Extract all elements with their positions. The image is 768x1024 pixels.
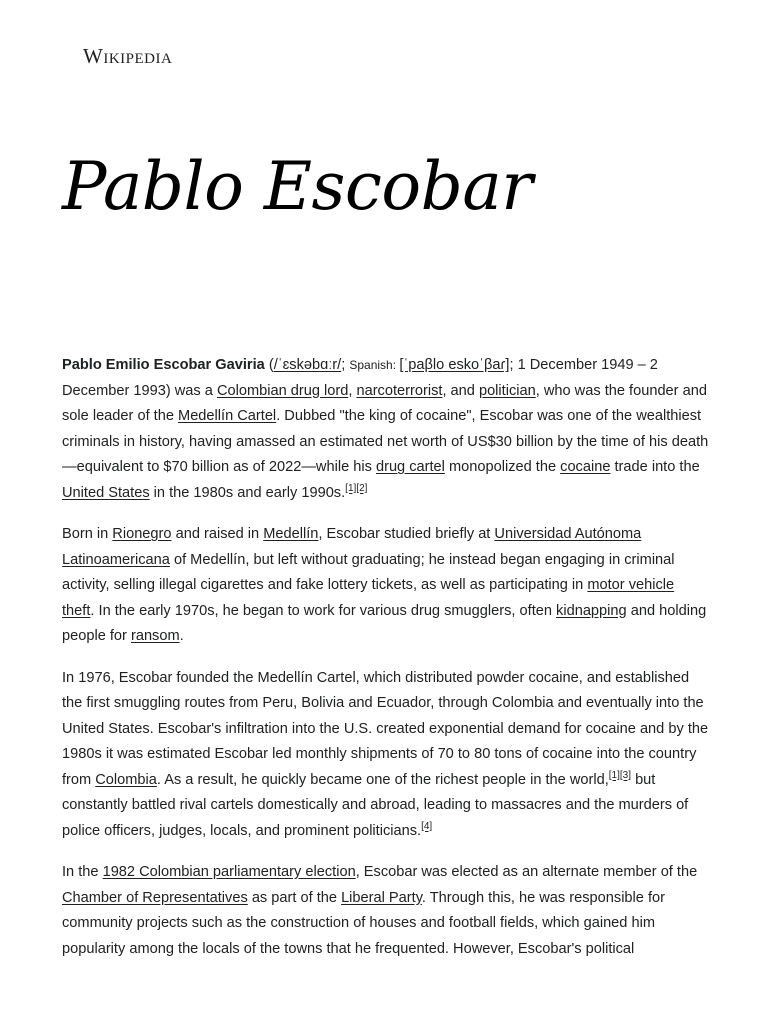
link-chamber-of-representatives[interactable]: Chamber of Representatives xyxy=(62,889,248,906)
link-colombian-drug-lord[interactable]: Colombian drug lord xyxy=(216,382,349,399)
link-politician[interactable]: politician xyxy=(478,382,536,399)
ipa-spanish-link[interactable]: [ˈpaβlo eskoˈβaɾ] xyxy=(399,357,510,373)
link-medellin-cartel[interactable]: Medellín Cartel xyxy=(178,408,277,424)
reference-link[interactable]: [2] xyxy=(356,482,368,494)
link-universidad-autonoma-latinoamericana[interactable]: Universidad Autónoma Latinoamericana xyxy=(62,526,642,568)
reference-link[interactable]: [3] xyxy=(619,769,632,781)
link-medellin[interactable]: Medellín xyxy=(263,526,319,542)
reference-link[interactable]: [4] xyxy=(421,820,433,832)
link-rionegro[interactable]: Rionegro xyxy=(112,526,172,542)
link-united-states[interactable]: United States xyxy=(62,484,150,501)
ipa-english-link[interactable]: /ˈɛskəbɑːr/ xyxy=(273,357,342,373)
link-motor-vehicle-theft[interactable]: motor vehicle theft xyxy=(62,577,675,619)
link-1982-colombian-parliamentary-election[interactable]: 1982 Colombian parliamentary election xyxy=(102,864,356,880)
page-title: Pablo Escobar xyxy=(62,148,533,225)
article-body xyxy=(62,353,710,978)
link-drug-cartel[interactable]: drug cartel xyxy=(375,459,445,475)
paragraph-4: In the 1982 Colombian parliamentary election, Escobar was elected as an alternate member of the Chamber of Representatives as part of the Liberal Party. Through this, he was responsible for community projects such as the construction of houses and football fields, which gained him popularity among the locals of the towns that he frequented. However, Escobar's political xyxy=(62,864,698,957)
subject-name: Pablo Emilio Escobar Gaviria xyxy=(62,357,265,373)
link-narcoterrorist[interactable]: narcoterrorist xyxy=(356,382,443,399)
link-liberal-party[interactable]: Liberal Party xyxy=(341,889,422,906)
reference-link[interactable]: [1] xyxy=(608,769,620,781)
wikipedia-logo[interactable]: Wikipedia xyxy=(83,44,173,68)
link-ransom[interactable]: ransom xyxy=(130,628,180,644)
link-cocaine[interactable]: cocaine xyxy=(560,459,611,475)
paragraph-2: Born in Rionegro and raised in Medellín, Escobar studied briefly at Universidad Autónoma Latinoamericana of Medellín, but left without graduating; he instead began engaging in criminal activity, selling illegal cigarettes and fake lottery tickets, as well as participating in motor vehicle theft. In the early 1970s, he began to work for various drug smugglers, often kidnapping and holding people for ransom. xyxy=(62,526,707,644)
reference-link[interactable]: [1] xyxy=(345,482,357,494)
link-colombia[interactable]: Colombia xyxy=(95,771,157,788)
paragraph-1: Pablo Emilio Escobar Gaviria (/ˈɛskəbɑːr/; Spanish: [ˈpaβlo eskoˈβaɾ]; 1 December 1949 – 2 December 1993) was a Colombian drug lord, narcoterrorist, and politician, who was the founder and sole leader of the Medellín Cartel. Dubbed "the king of cocaine", Escobar was one of the wealthiest criminals in history, having amassed an estimated net worth of US$30 billion by the time of his death—equivalent to $70 billion as of 2022—while his drug cartel monopolized the cocaine trade into the United States in the 1980s and early 1990s.[1][2] xyxy=(62,357,709,501)
spanish-label: Spanish: xyxy=(349,358,400,372)
paragraph-3: In 1976, Escobar founded the Medellín Cartel, which distributed powder cocaine, and established the first smuggling routes from Peru, Bolivia and Ecuador, through Colombia and eventually into the United States. Escobar's infiltration into the U.S. created exponential demand for cocaine and by the 1980s it was estimated Escobar led monthly shipments of 70 to 80 tons of cocaine into the country from Colombia. As a result, he quickly became one of the richest people in the world,[1][3] but constantly battled rival cartels domestically and abroad, leading to massacres and the murders of police officers, judges, locals, and prominent politicians.[4] xyxy=(62,669,709,839)
link-kidnapping[interactable]: kidnapping xyxy=(556,602,627,619)
